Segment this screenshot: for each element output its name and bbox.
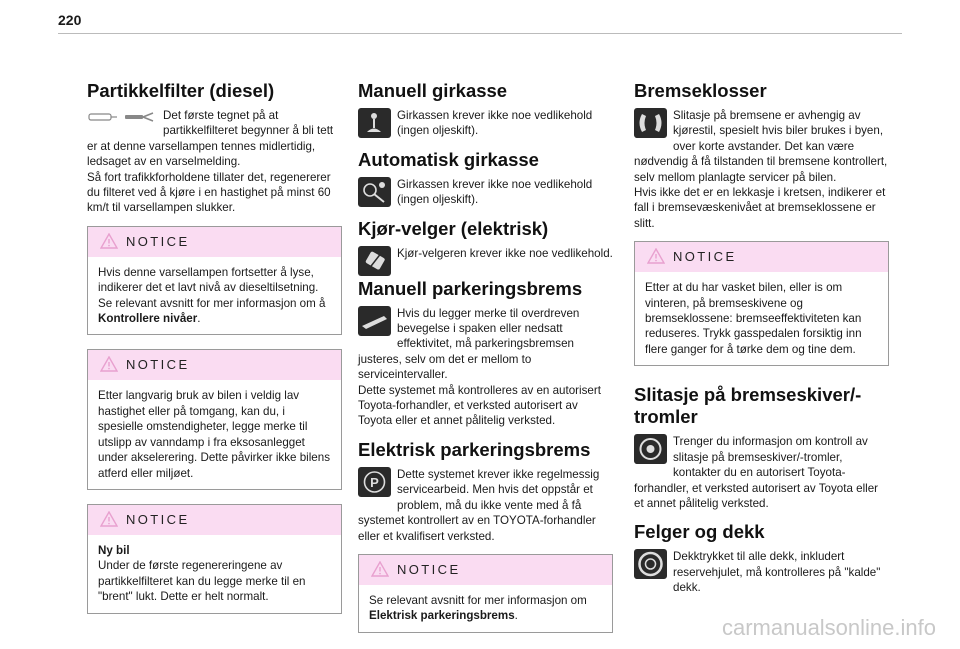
column-1: [87, 80, 342, 628]
brake-pads-icon: [634, 108, 667, 138]
notice-header: [635, 242, 888, 272]
automatic-gearbox-icon: [358, 177, 391, 207]
manual-gearbox-text: Girkassen krever ikke noe vedlikehold (ingen oljeskift).: [397, 109, 593, 138]
section-manual-handbrake: [358, 278, 613, 429]
column-2: [358, 80, 613, 647]
manual-handbrake-text: Hvis du legger merke til overdreven bevegelse i spaken eller nedsatt effektivitet, må parkeringsbremsen justeres, selv om det er mellom to serviceintervaller. Dette systemet må kontrolleres av en autorisert Toyota-forhandler, et verksted autorisert av Toyota eller et annet pålitelig verksted.: [358, 306, 601, 428]
drive-selector-text: Kjør-velgeren krever ikke noe vedlikehold.: [397, 246, 613, 260]
wheels-tyres-text: Dekktrykket til alle dekk, inkludert reservehjulet, må kontrolleres på "kalde" dekk.: [673, 550, 881, 595]
notice-label: NOTICE: [126, 233, 190, 249]
notice-body: [88, 265, 341, 327]
electric-parking-brake-text: Dette systemet krever ikke regelmessig servicearbeid. Men hvis det oppstår et problem, må du ikke vente med å få systemet kontrollert av en TOYOTA-forhandler eller et kvalifisert verksted.: [358, 467, 600, 543]
notice-box-epb: [358, 554, 613, 633]
notice-label: NOTICE: [397, 561, 461, 577]
heading-electric-parking-brake: Elektrisk parkeringsbrems: [358, 438, 591, 460]
watermark: carmanualsonline.info: [721, 615, 936, 640]
warning-triangle-icon: [371, 561, 389, 577]
brake-pads-text: Slitasje på bremsene er avhengig av kjørestil, spesielt hvis biler brukes i byen, over korte avstander. Det kan være nødvendig å få tilstanden til bremsene kontrollert, selv mellom planlagte servicer på bilen. Hvis ikke det er en lekkasje i kretsen, indikerer et fall i bremsevæskenivået at bremseklossene er slitt.: [634, 109, 888, 230]
warning-triangle-icon: [647, 248, 665, 264]
notice-header: [88, 505, 341, 535]
notice-subheading: Ny bil: [98, 543, 130, 557]
notice-body: [88, 543, 341, 605]
notice-body: [359, 593, 612, 624]
page-number: 220: [58, 12, 82, 28]
notice-bold-ref: Kontrollere nivåer: [98, 312, 198, 326]
particle-filter-warning-icon: [87, 108, 157, 126]
notice-label: NOTICE: [673, 249, 737, 265]
section-auto-gearbox: [358, 149, 613, 208]
notice-box-brakes: [634, 241, 889, 366]
top-rule: [58, 33, 902, 34]
parking-brake-p-icon: [358, 467, 391, 497]
heading-manual-gearbox: Manuell girkasse: [358, 80, 508, 101]
notice-label: NOTICE: [126, 357, 190, 373]
brake-discs-text: Trenger du informasjon om kontroll av slitasje på bremseskiver/-tromler, kontakter du en autorisert Toyota-forhandler, et verksted autorisert av Toyota eller et annet pålitelig verksted.: [634, 435, 879, 510]
notice-text: Hvis denne varsellampen fortsetter å lyse, indikerer det et lavt nivå av dieseltilsetning. Se relevant avsnitt for mer informasjon om å: [98, 265, 326, 310]
heading-brake-pads: Bremseklosser: [634, 80, 767, 101]
particle-filter-text: Det første tegnet på at partikkelfilteret begynner å bli tett er at denne varsellampen tennes midlertidig, ledsaget av en varselmelding. Så fort trafikkforholdene tillater det, regenererer du filteret ved å kjøre i en hastighet på minst 60 km/t til varsellampen slukker.: [87, 109, 334, 215]
heading-auto-gearbox: Automatisk girkasse: [358, 148, 539, 170]
section-drive-selector: [358, 218, 613, 261]
notice-label: NOTICE: [126, 511, 190, 527]
manual-gearbox-icon: [358, 108, 391, 138]
notice-bold-ref: Elektrisk parkeringsbrems: [369, 609, 515, 623]
brake-disc-icon: [634, 434, 667, 464]
warning-triangle-icon: [100, 511, 118, 527]
drive-selector-icon: [358, 246, 391, 276]
notice-box-3: [87, 504, 342, 614]
section-brake-pads: [634, 80, 889, 231]
notice-box-1: [87, 226, 342, 336]
column-3: [634, 80, 889, 606]
notice-text: Under de første regenereringene av partikkelfilteret kan du legge merke til en "brent" lukt. Dette er helt normalt.: [98, 559, 306, 604]
heading-manual-handbrake: Manuell parkeringsbrems: [358, 277, 583, 299]
notice-tail: .: [514, 609, 518, 623]
section-wheels-tyres: [634, 521, 889, 595]
auto-gearbox-text: Girkassen krever ikke noe vedlikehold (ingen oljeskift).: [397, 177, 593, 207]
notice-tail: .: [197, 312, 201, 326]
heading-drive-selector: Kjør-velger (elektrisk): [358, 217, 549, 239]
notice-text: Etter langvarig bruk av bilen i veldig lav hastighet eller på tomgang, kan du, i spesielle omstendigheter, legge merke til utslipp av vanndamp i fra eksosanlegget under akselerering. Dette påvirker ikke bilens atferd eller miljøet.: [98, 389, 330, 480]
notice-header: [88, 350, 341, 380]
section-electric-parking-brake: [358, 439, 613, 544]
notice-text: Etter at du har vasket bilen, eller is om vinteren, på bremseskivene og bremseklossene: bremseeffektiviteten kan reduseres. Trykk gasspedalen forsiktig inn flere ganger for å tørke dem og tine dem.: [645, 281, 862, 356]
notice-text: Se relevant avsnitt for mer informasjon om: [369, 593, 587, 607]
heading-wheels-tyres: Felger og dekk: [634, 521, 765, 543]
section-particle-filter: [87, 80, 342, 216]
warning-triangle-icon: [100, 356, 118, 372]
notice-box-2: [87, 349, 342, 489]
heading-particle-filter: Partikkelfilter (diesel): [87, 80, 275, 101]
svg-text:P: P: [370, 474, 379, 490]
heading-brake-discs: Slitasje på bremseskiver/-tromler: [634, 384, 862, 428]
tyre-icon: [634, 549, 667, 579]
section-brake-discs: [634, 384, 889, 511]
notice-header: [359, 555, 612, 585]
notice-header: [88, 227, 341, 257]
section-manual-gearbox: [358, 80, 613, 139]
handbrake-lever-icon: [358, 306, 391, 336]
warning-triangle-icon: [100, 233, 118, 249]
